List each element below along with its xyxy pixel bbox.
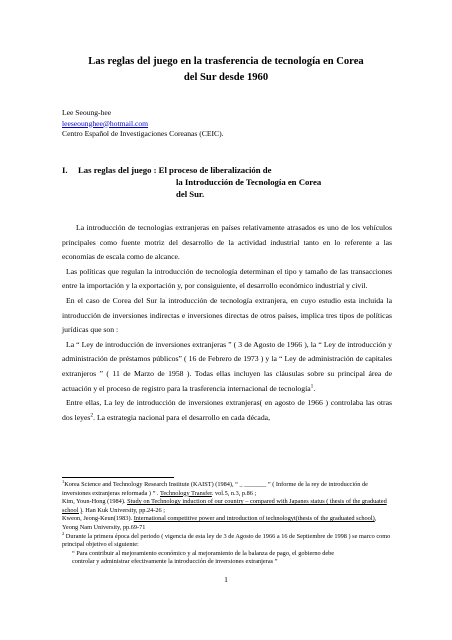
paragraph-4: La “ Ley de introducción de inversiones extranjeras ” ( 3 de Agosto de 1966 ), la “ Ley de introducción y administración de préstamos públicos” ( 16 de Febrero de 1973 ) y la “ Ley de administración de capitales extranjeros ” ( 11 de Marzo de 1958 ). Todas ellas incluyen las cláusulas sobre su principal área de actuación y el proceso de registro para la trasferencia internacional de tecnología$^1$.	[62, 339, 392, 393]
footnotes	[62, 478, 392, 567]
page-number: 1	[224, 575, 228, 584]
paragraph-3: En el caso de Corea del Sur la introducción de tecnología extranjera, en cuyo estudio esta incluida la introducción de inversiones indirectas e inversiones directas de otros países, implica tres tipos de políticas jurídicas que son :	[62, 295, 392, 335]
paper-title	[50, 54, 402, 86]
author-name: Lee Seoung-hee	[62, 108, 112, 117]
author-block	[62, 108, 224, 140]
section-number: I.	[62, 165, 68, 175]
footnote-ref-1[interactable]: 1	[310, 382, 314, 389]
footnote-2-quote-2: controlar y administrar efectivamente la introducción de inversiones extranjeras ”	[72, 558, 278, 566]
section-heading-line-3: del Sur.	[176, 189, 205, 199]
author-affiliation: Centro Español de Investigaciones Coreanas (CEIC).	[62, 129, 224, 138]
paragraph-1: La introducción de tecnologías extranjeras en países relativamente atrasados es uno de los vehículos principales como fuente motriz del desarrollo de la actividad industrial tanto en lo referente a las economías de escala como de alcance.	[62, 223, 392, 262]
footnote-divider	[62, 477, 174, 478]
paragraph-2: Las políticas que regulan la introducción de tecnología determinan el tipo y tamaño de las transacciones entre la importación y la exportación y, por consiguiente, el desarrollo económico industrial y civil.	[62, 266, 392, 291]
title-line-2: del Sur desde 1960	[183, 72, 269, 83]
footnote-ref-2[interactable]: 2	[90, 412, 94, 419]
footnote-1: $^1$Korea Science and Technology Research Institute (KAIST) (1984), “ _ _______ ” ( Informe de la rey de introducción de inversiones extranjeras reformada ) ” . Technology Transfer. vol.5, n.3, p.86 ;	[62, 478, 368, 497]
footnote-1-ref-3: Kweon, Jeong-Keun(1983). International competitive power and introduction of technologyt(thesis of the graduated school), Yeong Nam University, pp.69-71	[62, 515, 377, 531]
paragraph-5: Entre ellas, La ley de introducción de inversiones extranjeras( en agosto de 1966 ) controlaba las otras dos leyes$^2$. La estrategia nacional para el desarrollo en cada década,	[62, 398, 392, 422]
body-text	[62, 221, 392, 425]
footnote-1-ref-2: Kim, Youn-Hong (1984). Study on Technology induction of our country – compared with Japanes status ( thesis of the graduated school ). Han Kuk University, pp.24-26 ;	[62, 498, 387, 514]
section-heading-line-1: Las reglas del juego : El proceso de liberalización de	[78, 165, 272, 175]
title-line-1: Las reglas del juego en la trasferencia de tecnología en Corea	[88, 56, 364, 67]
section-heading-line-2: la Introducción de Tecnología en Corea	[176, 177, 322, 187]
footnote-2: $^2$ Durante la primera época del periodo ( vigencia de esta ley de 3 de Agosto de 1966 a 16 de Septiembre de 1998 ) se marco como principal objetivo el siguiente:	[62, 530, 391, 549]
footnote-2-quote-1: “ Para contribuir al mejoramiento económico y al mejoramiento de la balanza de pago, el gobierno debe	[72, 549, 335, 557]
author-email-link[interactable]: leeseounghee@hotmail.com	[62, 118, 149, 128]
